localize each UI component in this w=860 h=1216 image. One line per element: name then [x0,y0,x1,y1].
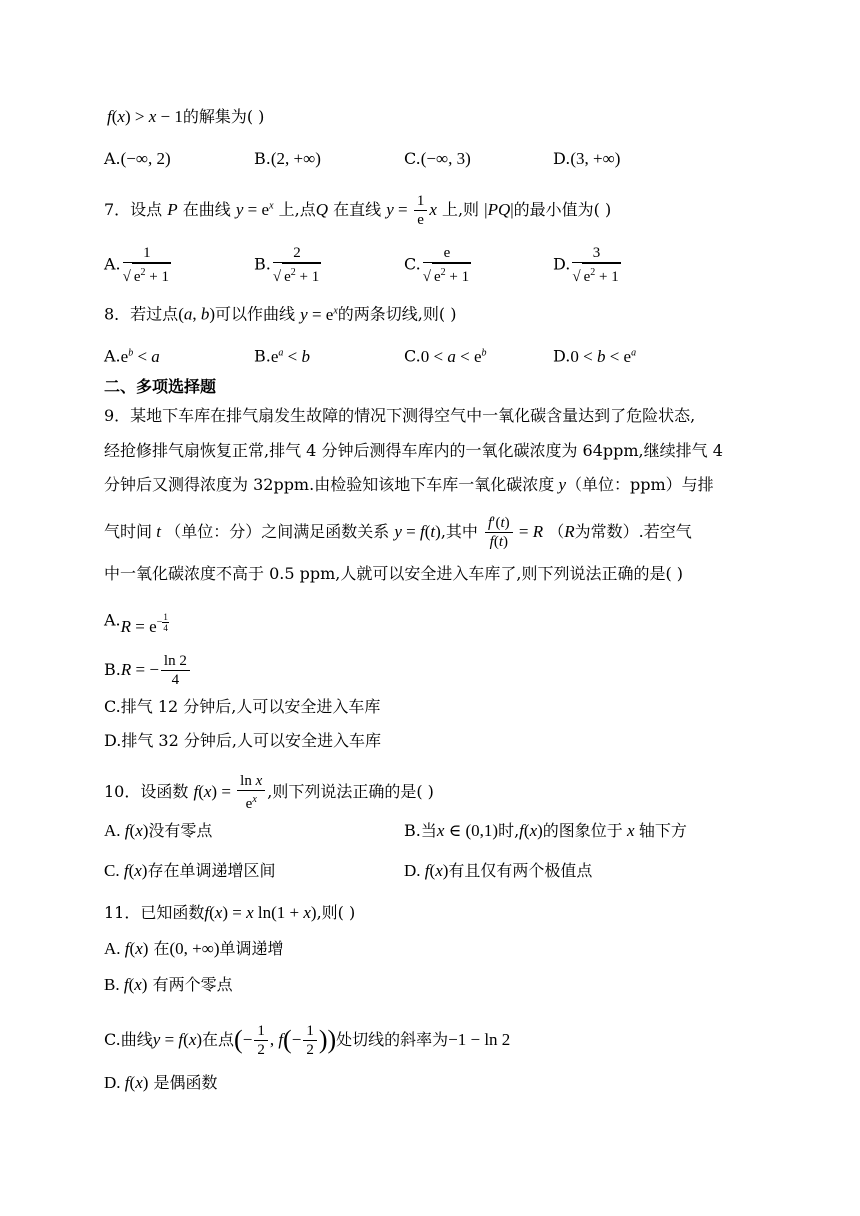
option-text: 在点 [202,1030,235,1049]
option-text: 轴下方 [638,821,687,840]
q7-text: 在直线 [333,200,382,219]
q7-number: 7．设点 [104,200,163,219]
q8-text: 的两条切线,则( ) [337,304,457,324]
option-letter: D. [553,149,571,168]
q9-option-a[interactable]: $A.R = e^{- \frac{1}{4}}$ [104,610,168,636]
option-letter: D. [553,254,571,274]
q11-number: 11．已知函数 [104,903,205,922]
q8-stem: 8．若过点(a, b)可以作曲线 $y = e^x$的两条切线,则( ) [104,304,457,324]
q9-text: （单位：分）之间满足函数关系 [165,522,390,541]
q9-option-d[interactable]: D.排气 32 分钟后,人可以安全进入车库 [104,731,381,750]
option-letter: A. [104,149,121,168]
q9-line4: 气时间 t （单位：分）之间满足函数关系 y = f(t),其中 $\frac{f'(t)}{f(t)}$ = R （R为常数）.若空气 [104,515,692,550]
option-text: 有且仅有两个极值点 [448,861,593,880]
option-text: 的图象位于 [542,821,623,840]
q7-text: 上,则 [441,200,480,219]
q6-stem: f(x) > x − 1的解集为( ) [107,107,265,126]
option-letter: A. [104,610,121,630]
option-letter: A. [104,346,121,366]
q8-option-b[interactable]: $B.e^a < b$ [254,346,310,366]
q8-text: 可以作曲线 [215,304,296,324]
q9-line1: 9．某地下车库在排气扇发生故障的情况下测得空气中一氧化碳含量达到了危险状态, [104,406,696,425]
q11-option-c[interactable]: C.曲线y = f(x)在点(− $\frac{1}{2}$ , f(− $\frac{1}{2}$ ))处切线的斜率为−1 − ln 2 [104,1023,511,1058]
q6-option-c[interactable]: C.(−∞, 3) [404,149,471,168]
option-text: 时, [498,821,520,840]
option-letter: B. [254,346,271,366]
option-text: 存在单调递增区间 [147,861,276,880]
q10-option-c[interactable]: C. f(x)存在单调递增区间 [104,861,276,880]
q6-stem-tail: 的解集为( ) [182,107,265,126]
q11-stem: 11．已知函数f(x) = x ln(1 + x),则( ) [104,903,356,922]
option-text: 单调递增 [219,939,284,958]
q7-text: 的最小值为( ) [513,200,612,219]
option-text: B.当 [404,821,437,840]
q7-stem: 7．设点 P 在曲线 $y = e^x$ 上,点Q 在直线 y = $\frac{1}{e}$ x 上,则 |PQ|的最小值为( ) [104,193,612,228]
q10-text: ,则下列说法正确的是( ) [267,782,434,801]
q9-line5: 中一氧化碳浓度不高于 0.5 ppm,人就可以安全进入车库了,则下列说法正确的是( ) [104,564,684,583]
option-letter: C. [404,254,421,274]
option-letter: B. [254,149,271,168]
option-text: 处切线的斜率为 [336,1030,449,1049]
q9-line3: 分钟后又测得浓度为 32ppm.由检验知该地下车库一氧化碳浓度 y（单位：ppm）与排 [104,475,714,494]
q8-option-d[interactable]: $D.0 < b < e^a$ [553,346,637,366]
option-letter: A. [104,254,121,274]
q10-stem: 10．设函数 f(x) = $\frac{\text{ln x}}{e^x}$ ,则下列说法正确的是( ) [104,773,434,812]
option-text: 有两个零点 [152,975,233,994]
q10-number: 10．设函数 [104,782,189,801]
q9-text: 气时间 [104,522,153,541]
q9-text: （单位：ppm）与排 [566,475,714,494]
q11-text: ,则( ) [316,903,356,922]
q11-option-a[interactable]: A. f(x) 在(0, +∞)单调递增 [104,939,284,958]
q9-text: 分钟后又测得浓度为 32ppm.由检验知该地下车库一氧化碳浓度 [104,475,555,494]
q7-option-c[interactable]: C. $\frac{e}{√ e^2 + 1}$ [404,245,470,285]
q9-option-b[interactable]: B.R = − $\frac{\ln 2}{4}$ [104,652,192,689]
q10-option-a[interactable]: A. f(x)没有零点 [104,821,213,840]
q6-option-d[interactable]: D.(3, +∞) [553,149,621,168]
q10-option-d[interactable]: D. f(x)有且仅有两个极值点 [404,861,593,880]
option-letter: B. [104,660,121,679]
q7-text: 在曲线 [182,200,231,219]
q9-option-c[interactable]: C.排气 12 分钟后,人可以安全进入车库 [104,697,381,716]
option-text: C.曲线 [104,1030,153,1049]
option-letter: C. [404,346,421,366]
option-letter: C. [404,149,421,168]
q9-text: （ [548,522,565,541]
q10-option-b[interactable]: B.当x ∈ (0,1)时,f(x)的图象位于 x 轴下方 [404,821,687,840]
q7-option-d[interactable]: D. $\frac{3}{√ e^2 + 1}$ [553,245,619,285]
option-text: 在 [153,939,170,958]
option-letter: D. [553,346,571,366]
option-letter: B. [254,254,271,274]
q9-text: 为常数）.若空气 [574,522,692,541]
q8-option-a[interactable]: $A.e^b < a$ [104,346,160,366]
q11-option-d[interactable]: D. f(x) 是偶函数 [104,1073,218,1092]
q7-option-a[interactable]: A. $\frac{1}{√ e^2 + 1}$ [104,245,170,285]
q7-option-b[interactable]: B. $\frac{2}{√ e^2 + 1}$ [254,245,320,285]
q9-text: ,其中 [440,522,478,541]
q8-option-c[interactable]: $C.0 < a < e^b$ [404,346,487,366]
section-title: 二、多项选择题 [104,377,217,396]
q8-number: 8．若过点 [104,304,179,324]
q7-text: 上,点 [278,200,316,219]
option-text: 没有零点 [148,821,213,840]
q6-option-a[interactable]: A.(−∞, 2) [104,149,171,168]
q9-line2: 经抢修排气扇恢复正常,排气 4 分钟后测得车库内的一氧化碳浓度为 64ppm,继续排气 4 [104,441,723,460]
q11-option-b[interactable]: B. f(x) 有两个零点 [104,975,233,994]
q6-option-b[interactable]: B.(2, +∞) [254,149,321,168]
option-text: 是偶函数 [153,1073,218,1092]
